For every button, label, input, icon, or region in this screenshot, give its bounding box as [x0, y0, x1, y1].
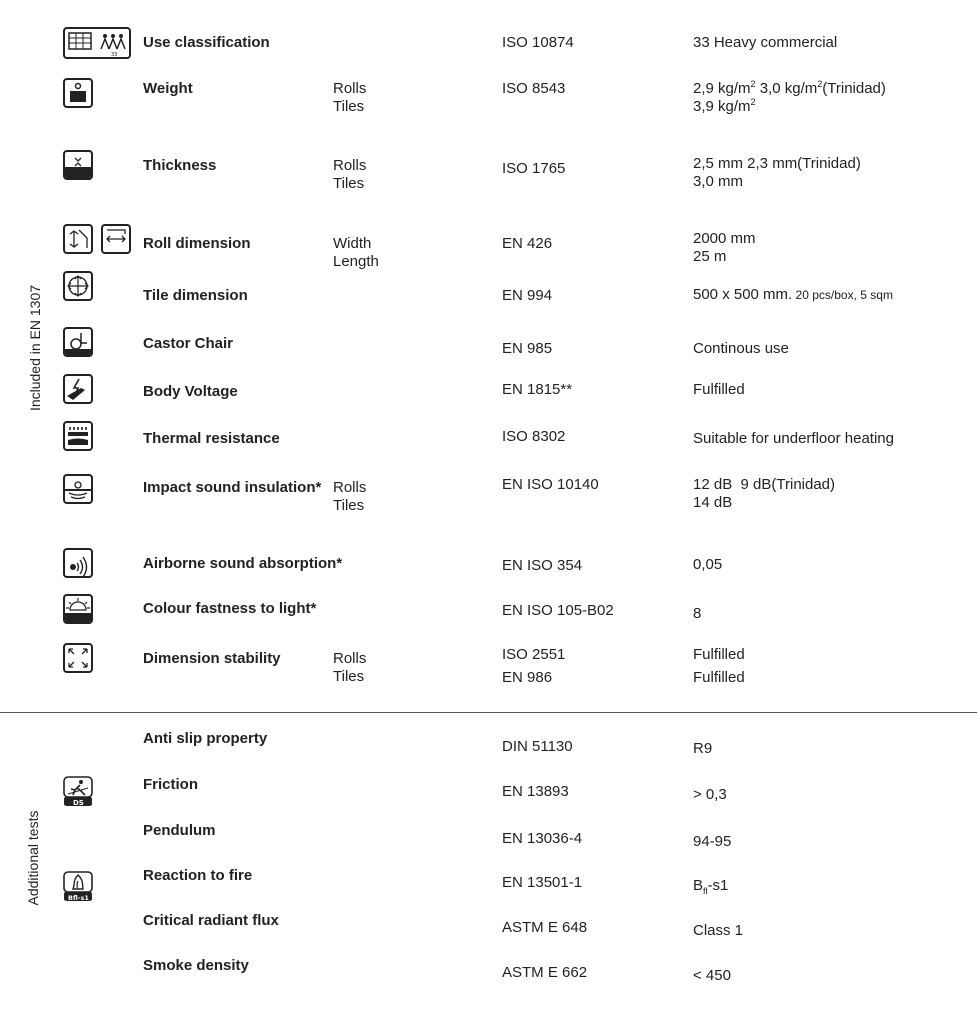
- row-standard: ISO 1765: [502, 160, 566, 177]
- section-label-additional: Additional tests: [25, 810, 41, 906]
- additional-value: [693, 877, 728, 895]
- superscript: 2: [750, 79, 756, 89]
- row-name: Impact sound insulation*: [143, 479, 322, 496]
- row-value: [693, 80, 886, 116]
- use-classification-icon: [63, 27, 131, 59]
- section-label-included: Included in EN 1307: [27, 284, 43, 412]
- row-standard: ISO 8543: [502, 80, 566, 97]
- value-part: (Trinidad): [822, 80, 886, 97]
- colour-fastness-icon: [63, 594, 93, 624]
- additional-standard: ASTM E 662: [502, 964, 588, 981]
- row-value: 2,5 mm 2,3 mm(Trinidad) 3,0 mm: [693, 155, 861, 190]
- row-value: Suitable for underfloor heating: [693, 430, 894, 447]
- row-name: Weight: [143, 80, 193, 97]
- additional-name: Anti slip property: [143, 730, 268, 747]
- roll-dimension-icon: [63, 224, 93, 254]
- additional-standard: ASTM E 648: [502, 919, 588, 936]
- row-standard: EN 994: [502, 287, 553, 304]
- row-value: 33 Heavy commercial: [693, 34, 838, 51]
- additional-value: R9: [693, 740, 713, 757]
- row-name: Tile dimension: [143, 287, 248, 304]
- value-part: 3,9 kg/m: [693, 98, 751, 115]
- additional-value: 94-95: [693, 833, 732, 850]
- additional-name: Pendulum: [143, 822, 216, 839]
- dimension-stability-icon: [63, 643, 93, 673]
- row-standard: ISO 2551 EN 986: [502, 646, 566, 686]
- row-name: Thermal resistance: [143, 430, 280, 447]
- additional-value: > 0,3: [693, 786, 727, 803]
- additional-name: Friction: [143, 776, 198, 793]
- additional-name: Smoke density: [143, 957, 249, 974]
- row-variant: Rolls Tiles: [333, 479, 367, 514]
- additional-value: < 450: [693, 967, 731, 984]
- value-part: -s1: [707, 877, 729, 894]
- svg-text:33: 33: [111, 52, 118, 57]
- additional-standard: DIN 51130: [502, 738, 573, 755]
- additional-standard: EN 13036-4: [502, 830, 583, 847]
- superscript: 2: [817, 79, 823, 89]
- thickness-icon: [63, 150, 93, 180]
- row-standard: EN ISO 105-B02: [502, 602, 614, 619]
- value-part: 500 x 500 mm.: [693, 286, 793, 303]
- value-part: 2,9 kg/m: [693, 80, 751, 97]
- tile-dimension-icon: [63, 271, 93, 301]
- row-value: [693, 286, 893, 304]
- row-standard: EN 1815**: [502, 381, 573, 398]
- additional-standard: EN 13501-1: [502, 874, 583, 891]
- airborne-sound-icon: [63, 548, 93, 578]
- section-divider: [0, 712, 977, 713]
- row-value: 8: [693, 605, 702, 622]
- row-value: Continous use: [693, 340, 789, 357]
- row-name: Castor Chair: [143, 335, 234, 352]
- row-value: Fulfilled Fulfilled: [693, 646, 745, 686]
- row-name: Airborne sound absorption*: [143, 555, 343, 572]
- row-name: Use classification: [143, 34, 270, 51]
- row-name: Colour fastness to light*: [143, 600, 317, 617]
- impact-sound-icon: [63, 474, 93, 504]
- row-name: Dimension stability: [143, 650, 281, 667]
- value-part: B: [693, 877, 704, 894]
- row-value: 2000 mm 25 m: [693, 230, 756, 265]
- value-part: 3,0 kg/m: [755, 80, 818, 97]
- additional-value: Class 1: [693, 922, 744, 939]
- roll-dimension-icon-2: [101, 224, 131, 254]
- row-standard: ISO 10874: [502, 34, 574, 51]
- row-name: Roll dimension: [143, 235, 251, 252]
- row-value: 12 dB 9 dB(Trinidad) 14 dB: [693, 476, 836, 511]
- row-name: Thickness: [143, 157, 217, 174]
- reaction-to-fire-icon: [63, 871, 93, 901]
- row-standard: EN 426: [502, 235, 553, 252]
- fire-class-label: Bfl-s1: [68, 894, 89, 901]
- subscript: fl: [703, 886, 708, 896]
- row-value: 0,05: [693, 556, 723, 573]
- row-value: Fulfilled: [693, 381, 745, 398]
- friction-icon: [63, 776, 93, 806]
- row-name: Body Voltage: [143, 383, 238, 400]
- superscript: 2: [750, 97, 756, 107]
- row-variant: Width Length: [333, 235, 379, 270]
- weight-icon: [63, 78, 93, 108]
- row-variant: Rolls Tiles: [333, 80, 367, 115]
- row-standard: ISO 8302: [502, 428, 566, 445]
- additional-name: Reaction to fire: [143, 867, 253, 884]
- row-standard: EN 985: [502, 340, 553, 357]
- ds-label: DS: [73, 799, 84, 806]
- row-variant: Rolls Tiles: [333, 157, 367, 192]
- thermal-resistance-icon: [63, 421, 93, 451]
- row-standard: EN ISO 354: [502, 557, 583, 574]
- additional-name: Critical radiant flux: [143, 912, 279, 929]
- value-small: 20 pcs/box, 5 sqm: [792, 288, 893, 302]
- row-standard: EN ISO 10140: [502, 476, 599, 493]
- additional-standard: EN 13893: [502, 783, 569, 800]
- body-voltage-icon: [63, 374, 93, 404]
- castor-chair-icon: [63, 327, 93, 357]
- row-variant: Rolls Tiles: [333, 650, 367, 685]
